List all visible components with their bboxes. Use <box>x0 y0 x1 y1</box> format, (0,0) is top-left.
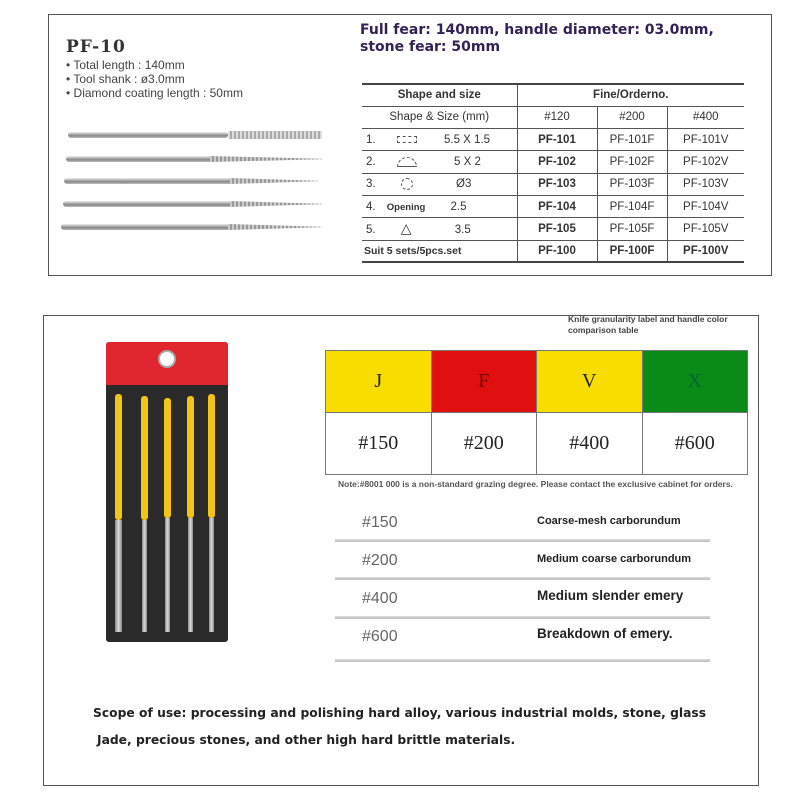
grit-desc: Medium coarse carborundum <box>537 553 692 565</box>
table-row <box>362 173 744 195</box>
note-text: Note:#8001 000 is a non-standard grazing degree. Please contact the exclusive cabinet for orders. <box>338 479 733 489</box>
row-size: 5 X 2 <box>454 156 481 169</box>
divider <box>335 659 710 662</box>
color-cell-j: J <box>326 351 432 413</box>
file-3 <box>64 178 234 184</box>
table-row-suit <box>362 240 744 262</box>
half-round-icon <box>397 157 417 167</box>
spec-item: • Diamond coating length : 50mm <box>66 86 243 100</box>
code: PF-103V <box>667 173 744 195</box>
header-shape-sub: Shape & Size (mm) <box>362 106 517 128</box>
row-num: 2. <box>366 156 376 169</box>
row-size: 3.5 <box>454 224 471 237</box>
file-5 <box>61 224 231 230</box>
grit-desc: Breakdown of emery. <box>537 626 673 641</box>
code: PF-101F <box>597 129 667 151</box>
code: PF-100F <box>597 240 667 262</box>
grit-cell: #200 <box>431 413 537 475</box>
row-num: 1. <box>366 133 376 146</box>
header-fine: Fine/Orderno. <box>517 84 744 106</box>
scope-line-1: Scope of use: processing and polishing hard alloy, various industrial molds, stone, glass <box>93 706 707 720</box>
grit-cell: #400 <box>537 413 643 475</box>
grit-label: #600 <box>362 628 398 645</box>
grit-cell: #600 <box>642 413 748 475</box>
flat-rect-icon <box>397 136 417 143</box>
code: PF-102 <box>517 151 597 173</box>
grit-cell: #150 <box>326 413 432 475</box>
file-2 <box>66 156 216 162</box>
order-table <box>362 83 744 263</box>
model-name: PF-10 <box>66 37 126 57</box>
code: PF-103F <box>597 173 667 195</box>
grit-label: #150 <box>362 514 398 531</box>
color-table-title: Knife granularity label and handle color comparison table <box>568 314 728 335</box>
spec-list <box>66 58 243 100</box>
handle <box>141 396 148 520</box>
color-cell-v: V <box>537 351 643 413</box>
handle <box>115 394 122 520</box>
header-shape: Shape and size <box>362 84 517 106</box>
code: PF-105F <box>597 218 667 240</box>
file-1 <box>68 132 228 138</box>
spec-item: • Total length : 140mm <box>66 58 185 72</box>
code: PF-103 <box>517 173 597 195</box>
hang-hole-icon <box>158 350 176 368</box>
blade <box>115 520 122 632</box>
color-cell-f: F <box>431 351 537 413</box>
row-size: 2.5 <box>450 200 467 213</box>
grit-label: #200 <box>362 552 398 569</box>
table-row <box>362 129 744 151</box>
spec-item: • Tool shank : ø3.0mm <box>66 72 185 86</box>
blade <box>209 518 214 632</box>
code: PF-101V <box>667 129 744 151</box>
code: PF-104F <box>597 195 667 217</box>
round-icon <box>401 178 413 190</box>
suit-label: Suit 5 sets/5pcs.set <box>362 240 517 262</box>
code: PF-102F <box>597 151 667 173</box>
header-grit: #120 <box>517 106 597 128</box>
blade <box>188 518 193 632</box>
file-1-tip <box>228 131 322 139</box>
divider <box>335 539 710 542</box>
table-row <box>362 218 744 240</box>
header-grit: #400 <box>667 106 744 128</box>
code: PF-100V <box>667 240 744 262</box>
code: PF-105V <box>667 218 744 240</box>
row-size: 5.5 X 1.5 <box>444 133 491 146</box>
row-shape-label: Opening <box>386 201 426 213</box>
row-num: 3. <box>366 178 376 191</box>
row-size: Ø3 <box>456 178 472 191</box>
file-4 <box>63 201 233 207</box>
triangle-icon: △ <box>400 220 412 237</box>
code: PF-104V <box>667 195 744 217</box>
code: PF-101 <box>517 129 597 151</box>
table-row <box>362 195 744 217</box>
scope-line-2: Jade, precious stones, and other high hard brittle materials. <box>97 733 516 747</box>
code: PF-102V <box>667 151 744 173</box>
table-row <box>362 151 744 173</box>
color-cell-x: X <box>642 351 748 413</box>
code: PF-105 <box>517 218 597 240</box>
grit-label: #400 <box>362 590 398 607</box>
blade <box>142 520 147 632</box>
handle <box>164 398 171 518</box>
row-num: 5. <box>366 224 376 237</box>
blade <box>165 518 170 632</box>
grit-desc: Coarse-mesh carborundum <box>537 515 681 527</box>
divider <box>335 616 710 619</box>
handle <box>187 396 194 518</box>
row-num: 4. <box>366 200 376 213</box>
divider <box>335 577 710 580</box>
grit-desc: Medium slender emery <box>537 588 684 603</box>
spec-title: Full fear: 140mm, handle diameter: 03.0mm, stone fear: 50mm <box>360 22 714 55</box>
product-package-image <box>106 342 228 642</box>
handle <box>208 394 215 518</box>
code: PF-100 <box>517 240 597 262</box>
code: PF-104 <box>517 195 597 217</box>
header-grit: #200 <box>597 106 667 128</box>
color-comparison-table <box>325 350 748 475</box>
